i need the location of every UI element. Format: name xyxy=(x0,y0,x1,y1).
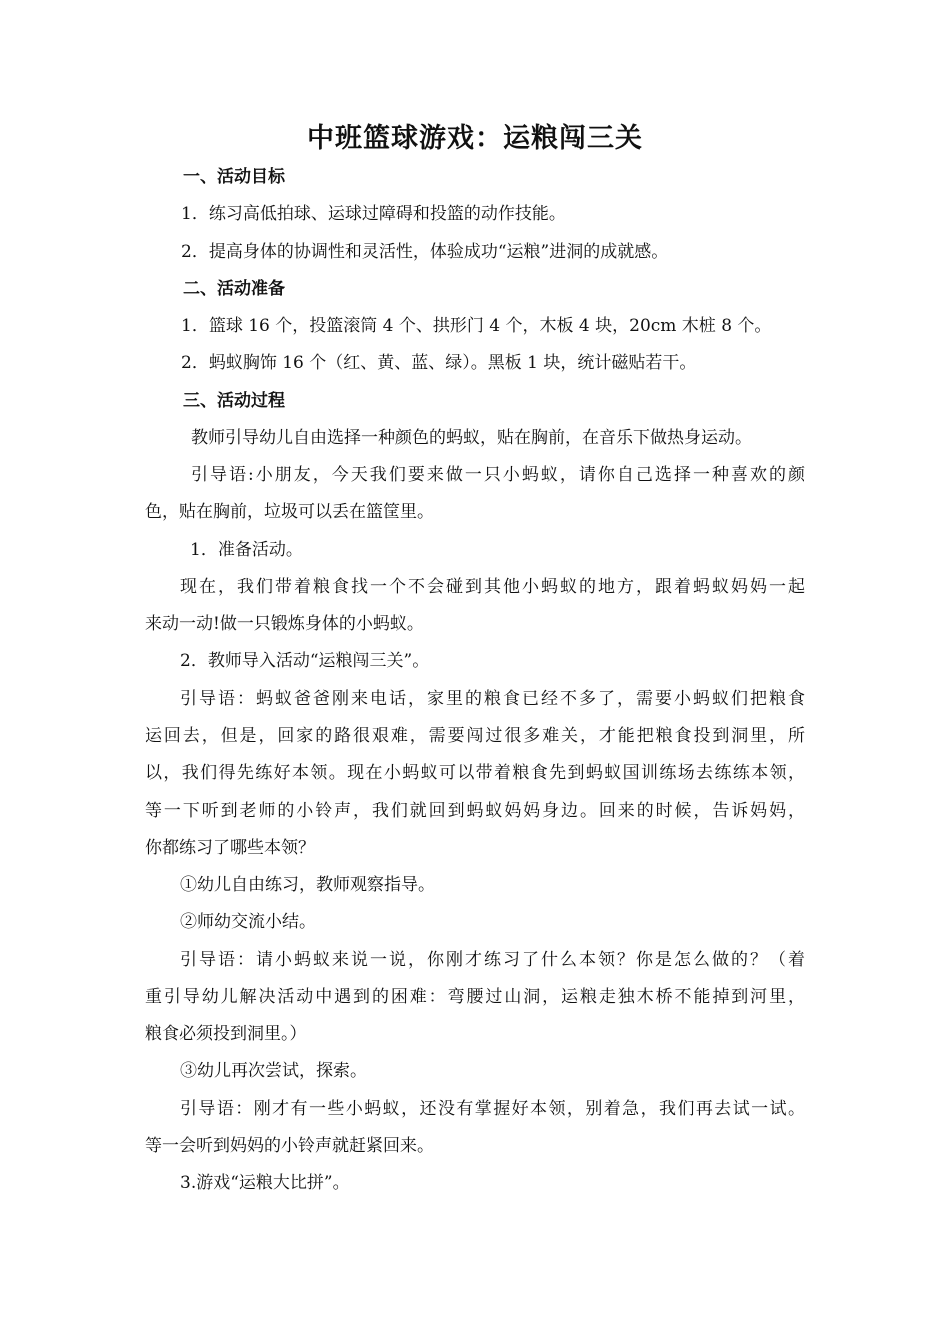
process-line: 3.游戏“运粮大比拼”。 xyxy=(180,1173,350,1193)
process-line: 来动一动!做一只锻炼身体的小蚂蚁。 xyxy=(145,614,424,634)
process-line: 粮食必须投到洞里。） xyxy=(145,1024,307,1044)
section-heading-preparation: 二、活动准备 xyxy=(183,279,285,299)
section-heading-process: 三、活动过程 xyxy=(183,391,285,411)
process-line: 你都练习了哪些本领？ xyxy=(145,838,315,858)
process-line: 重引导幼儿解决活动中遇到的困难：弯腰过山洞，运粮走独木桥不能掉到河里， xyxy=(145,987,805,1007)
process-line: 等一下听到老师的小铃声，我们就回到蚂蚁妈妈身边。回来的时候，告诉妈妈， xyxy=(145,801,805,821)
section-heading-goals: 一、活动目标 xyxy=(183,167,285,187)
process-line: ②师幼交流小结。 xyxy=(180,912,316,932)
process-line: 1．准备活动。 xyxy=(190,540,303,560)
process-line: 2．教师导入活动“运粮闯三关”。 xyxy=(180,651,430,671)
process-line: 以，我们得先练好本领。现在小蚂蚁可以带着粮食先到蚂蚁国训练场去练练本领， xyxy=(145,763,805,783)
goal-line: 1．练习高低拍球、运球过障碍和投篮的动作技能。 xyxy=(181,204,566,224)
preparation-line: 2．蚂蚁胸饰 16 个（红、黄、蓝、绿）。黑板 1 块，统计磁贴若干。 xyxy=(181,353,697,373)
process-line: 引导语：刚才有一些小蚂蚁，还没有掌握好本领，别着急，我们再去试一试。 xyxy=(180,1099,805,1119)
process-line: 色，贴在胸前，垃圾可以丢在篮筐里。 xyxy=(145,502,434,522)
process-line: 引导语：蚂蚁爸爸刚来电话，家里的粮食已经不多了，需要小蚂蚁们把粮食 xyxy=(180,689,805,709)
process-line: 引导语:小朋友，今天我们要来做一只小蚂蚁，请你自己选择一种喜欢的颜 xyxy=(191,465,805,485)
process-line: 教师引导幼儿自由选择一种颜色的蚂蚁，贴在胸前，在音乐下做热身运动。 xyxy=(191,428,752,448)
process-line: 等一会听到妈妈的小铃声就赶紧回来。 xyxy=(145,1136,434,1156)
goal-line: 2．提高身体的协调性和灵活性，体验成功“运粮”进洞的成就感。 xyxy=(181,242,669,262)
process-line: ③幼儿再次尝试，探索。 xyxy=(180,1061,367,1081)
process-line: 现在，我们带着粮食找一个不会碰到其他小蚂蚁的地方，跟着蚂蚁妈妈一起 xyxy=(180,577,805,597)
process-line: ①幼儿自由练习，教师观察指导。 xyxy=(180,875,435,895)
preparation-line: 1．篮球 16 个，投篮滚筒 4 个、拱形门 4 个，木板 4 块，20cm 木桩 8 个。 xyxy=(181,316,772,336)
process-line: 运回去，但是，回家的路很艰难，需要闯过很多难关，才能把粮食投到洞里，所 xyxy=(145,726,805,746)
document-title: 中班篮球游戏：运粮闯三关 xyxy=(307,123,643,154)
process-line: 引导语：请小蚂蚁来说一说，你刚才练习了什么本领？你是怎么做的？（着 xyxy=(180,950,805,970)
